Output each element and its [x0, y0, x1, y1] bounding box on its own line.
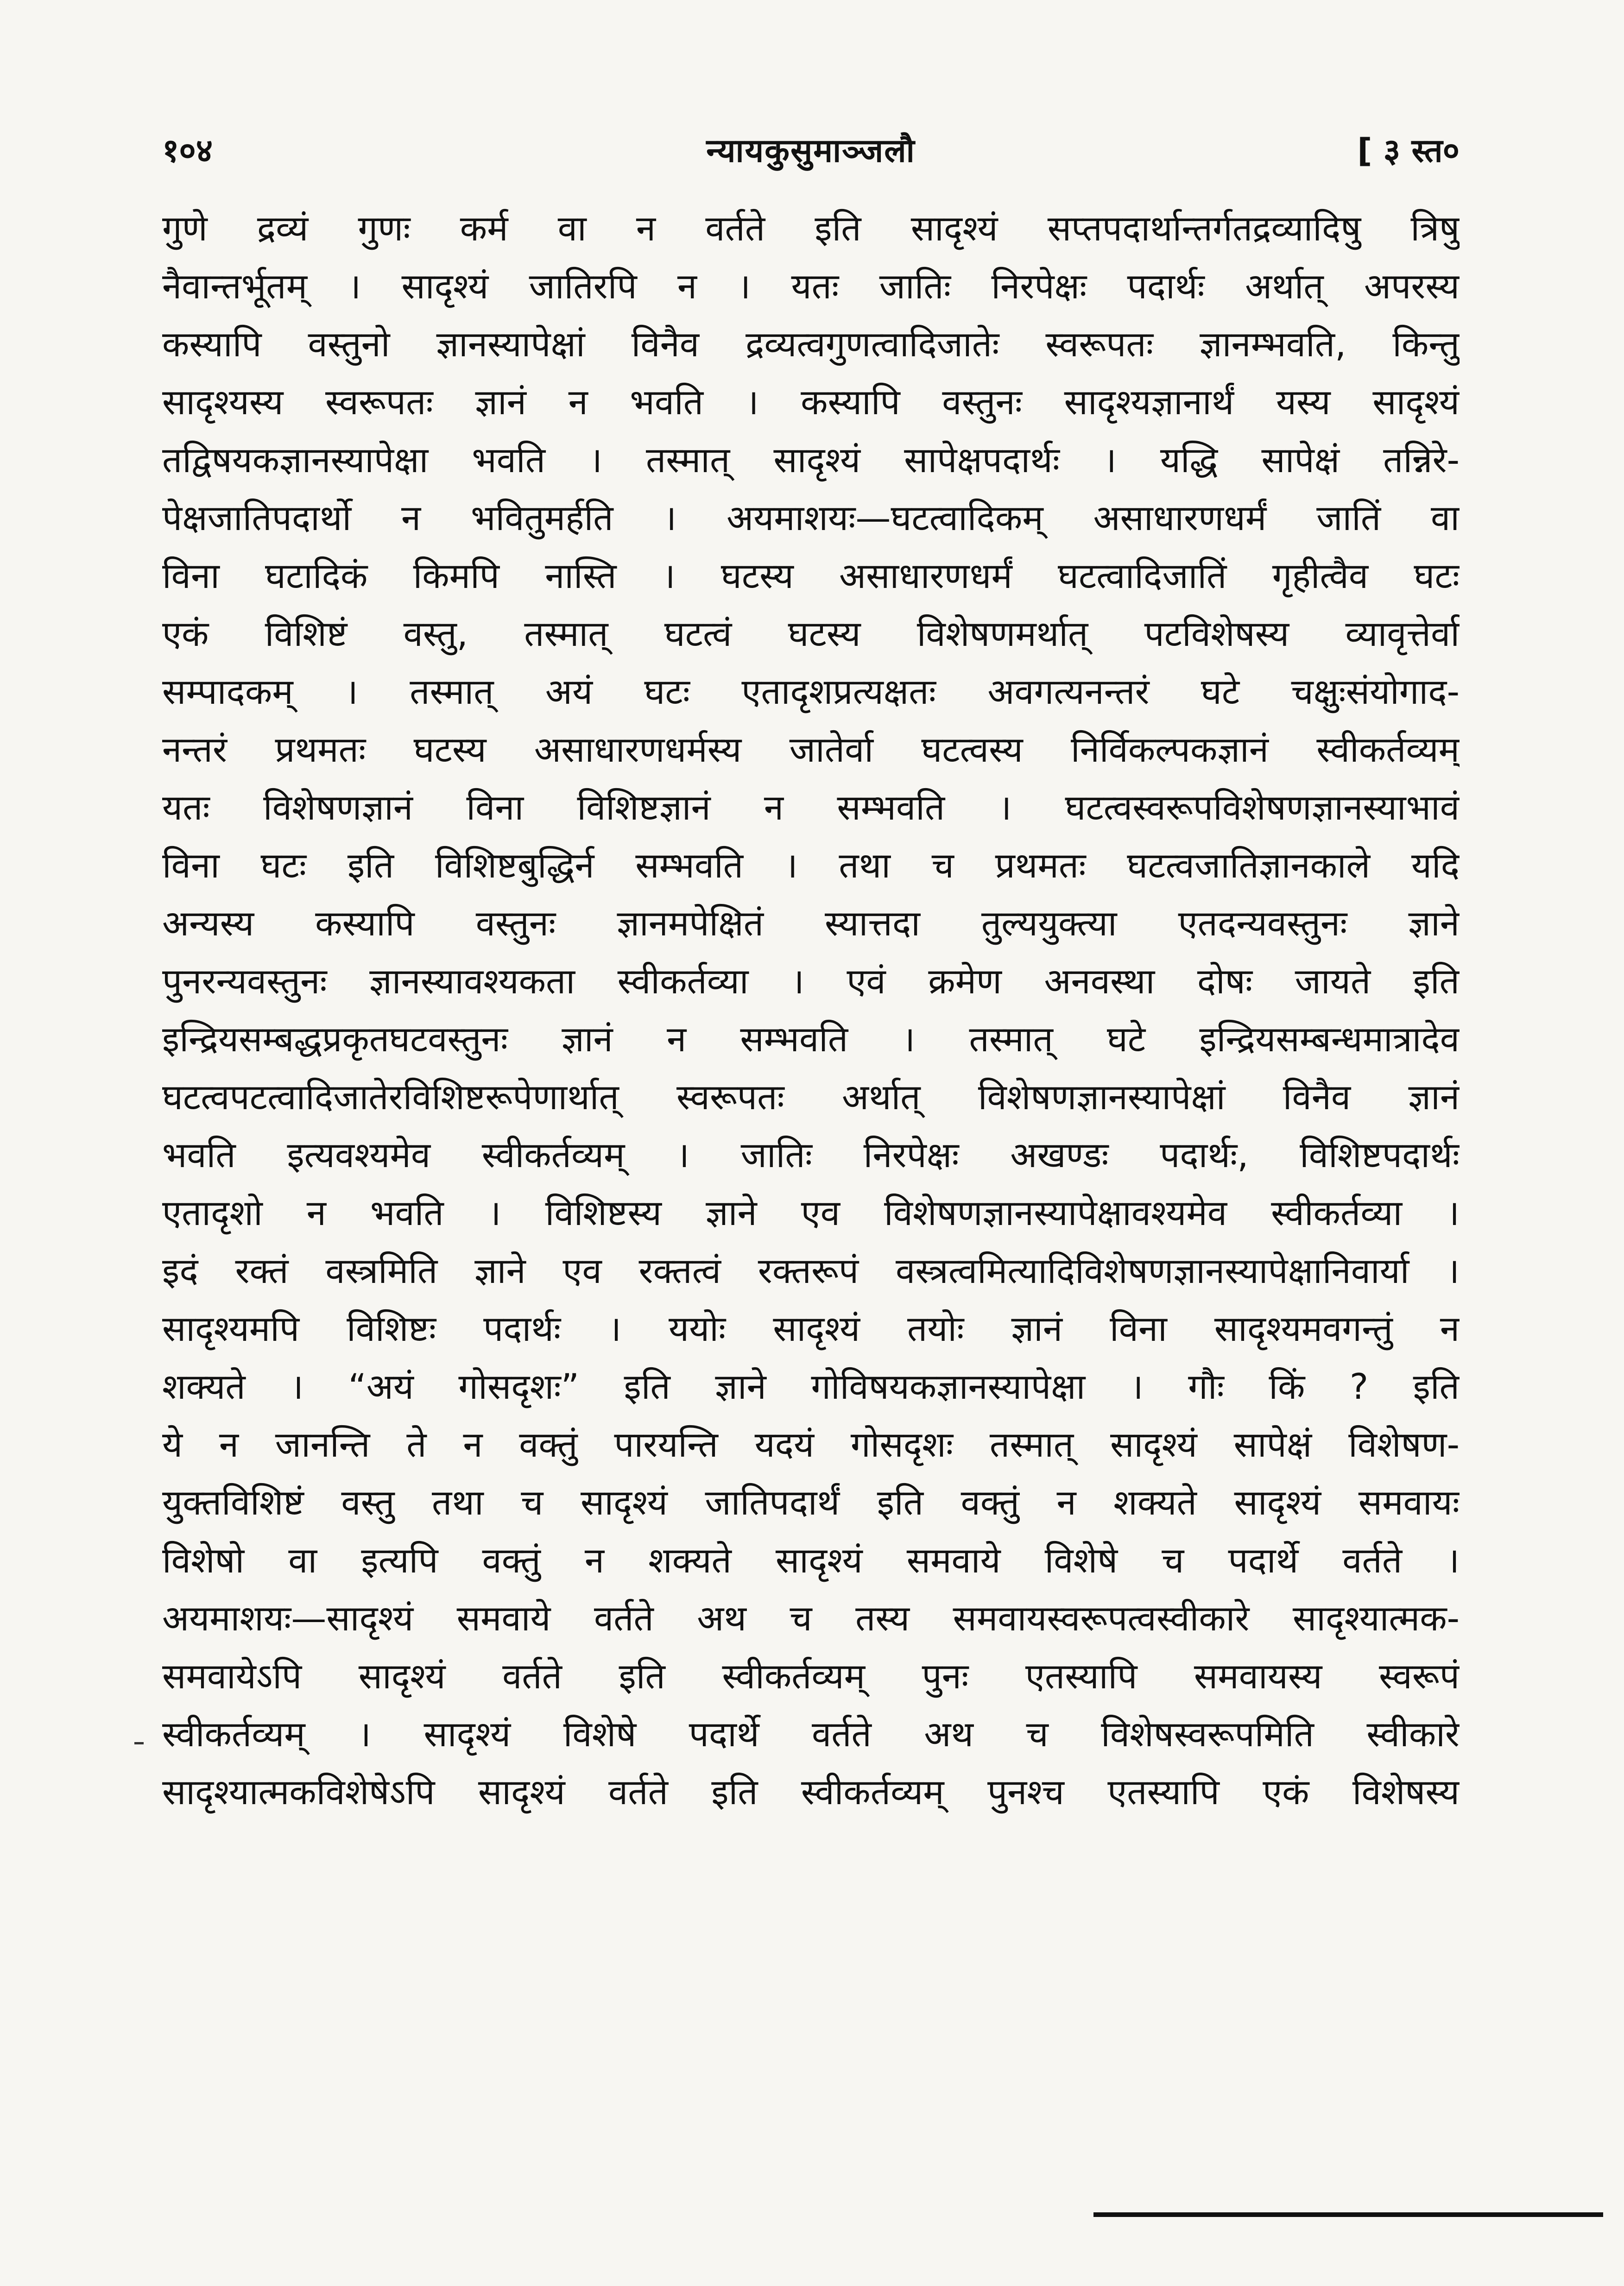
margin-mark — [134, 1742, 144, 1744]
text-line: विना घटादिकं किमपि नास्ति । घटस्य असाधारणधर्मं घटत्वादिजातिं गृहीत्वैव घटः — [162, 555, 1460, 596]
text-line: सादृश्यात्मकविशेषेऽपि सादृश्यं वर्तते इति स्वीकर्तव्यम् पुनश्च एतस्यापि एकं विशेषस्य — [162, 1771, 1460, 1812]
text-line: अयमाशयः—सादृश्यं समवाये वर्तते अथ च तस्य समवायस्वरूपत्वस्वीकारे सादृश्यात्मक- — [162, 1598, 1460, 1639]
text-line: विना घटः इति विशिष्टबुद्धिर्न सम्भवति । तथा च प्रथमतः घटत्वजातिज्ञानकाले यदि — [162, 845, 1460, 886]
text-line: अन्यस्य कस्यापि वस्तुनः ज्ञानमपेक्षितं स्यात्तदा तुल्ययुक्त्या एतदन्यवस्तुनः ज्ञाने — [162, 903, 1460, 944]
section-marker: [ ३ स्त० — [1357, 132, 1460, 170]
text-line: सादृश्यमपि विशिष्टः पदार्थः । ययोः सादृश्यं तयोः ज्ञानं विना सादृश्यमवगन्तुं न — [162, 1308, 1460, 1349]
text-line: नैवान्तर्भूतम् । सादृश्यं जातिरपि न । यतः जातिः निरपेक्षः पदार्थः अर्थात् अपरस्य — [162, 265, 1460, 307]
page-header — [162, 125, 1460, 176]
text-line: एतादृशो न भवति । विशिष्टस्य ज्ञाने एव विशेषणज्ञानस्यापेक्षावश्यमेव स्वीकर्तव्या । — [162, 1192, 1460, 1233]
text-line: समवायेऽपि सादृश्यं वर्तते इति स्वीकर्तव्यम् पुनः एतस्यापि समवायस्य स्वरूपं — [162, 1655, 1460, 1697]
text-line: पुनरन्यवस्तुनः ज्ञानस्यावश्यकता स्वीकर्तव्या । एवं क्रमेण अनवस्था दोषः जायते इति — [162, 960, 1460, 1002]
text-line: यतः विशेषणज्ञानं विना विशिष्टज्ञानं न सम्भवति । घटत्वस्वरूपविशेषणज्ञानस्याभावं — [162, 787, 1460, 828]
text-line: गुणे द्रव्यं गुणः कर्म वा न वर्तते इति सादृश्यं सप्तपदार्थान्तर्गतद्रव्यादिषु त्रिषु — [162, 208, 1460, 249]
footer-rule — [1093, 2212, 1603, 2217]
text-line: सादृश्यस्य स्वरूपतः ज्ञानं न भवति । कस्यापि वस्तुनः सादृश्यज्ञानार्थं यस्य सादृश्यं — [162, 381, 1460, 423]
text-line: तद्विषयकज्ञानस्यापेक्षा भवति । तस्मात् सादृश्यं सापेक्षपदार्थः । यद्धि सापेक्षं तन्निरे- — [162, 439, 1460, 480]
text-line: भवति इत्यवश्यमेव स्वीकर्तव्यम् । जातिः निरपेक्षः अखण्डः पदार्थः, विशिष्टपदार्थः — [162, 1134, 1460, 1175]
text-line: एकं विशिष्टं वस्तु, तस्मात् घटत्वं घटस्य विशेषणमर्थात् पटविशेषस्य व्यावृत्तेर्वा — [162, 613, 1460, 654]
text-line: इन्द्रियसम्बद्धप्रकृतघटवस्तुनः ज्ञानं न सम्भवति । तस्मात् घटे इन्द्रियसम्बन्धमात्रादेव — [162, 1018, 1460, 1060]
body-text — [162, 199, 1460, 1821]
text-line: घटत्वपटत्वादिजातेरविशिष्टरूपेणार्थात् स्वरूपतः अर्थात् विशेषणज्ञानस्यापेक्षां विनैव ज्ञानं — [162, 1076, 1460, 1118]
text-line: पेक्षजातिपदार्थो न भवितुमर्हति । अयमाशयः—घटत्वादिकम् असाधारणधर्मं जातिं वा — [162, 497, 1460, 538]
text-line: शक्यते । “अयं गोसदृशः” इति ज्ञाने गोविषयकज्ञानस्यापेक्षा । गौः किं ? इति — [162, 1366, 1460, 1407]
page-number: १०४ — [162, 132, 213, 170]
text-line: विशेषो वा इत्यपि वक्तुं न शक्यते सादृश्यं समवाये विशेषे च पदार्थे वर्तते । — [162, 1540, 1460, 1581]
text-line: स्वीकर्तव्यम् । सादृश्यं विशेषे पदार्थे वर्तते अथ च विशेषस्वरूपमिति स्वीकारे — [162, 1713, 1460, 1755]
text-line: नन्तरं प्रथमतः घटस्य असाधारणधर्मस्य जातेर्वा घटत्वस्य निर्विकल्पकज्ञानं स्वीकर्तव्यम् — [162, 729, 1460, 770]
running-title: न्यायकुसुमाञ्जलौ — [706, 132, 916, 170]
text-line: कस्यापि वस्तुनो ज्ञानस्यापेक्षां विनैव द्रव्यत्वगुणत्वादिजातेः स्वरूपतः ज्ञानम्भवति, किन्तु — [162, 323, 1460, 365]
text-line: ये न जानन्ति ते न वक्तुं पारयन्ति यदयं गोसदृशः तस्मात् सादृश्यं सापेक्षं विशेषण- — [162, 1424, 1460, 1465]
text-line: युक्तविशिष्टं वस्तु तथा च सादृश्यं जातिपदार्थं इति वक्तुं न शक्यते सादृश्यं समवायः — [162, 1482, 1460, 1523]
text-line: सम्पादकम् । तस्मात् अयं घटः एतादृशप्रत्यक्षतः अवगत्यनन्तरं घटे चक्षुःसंयोगाद- — [162, 671, 1460, 712]
text-line: इदं रक्तं वस्त्रमिति ज्ञाने एव रक्तत्वं रक्तरूपं वस्त्रत्वमित्यादिविशेषणज्ञानस्यापेक्षानिवार्या । — [162, 1250, 1460, 1291]
